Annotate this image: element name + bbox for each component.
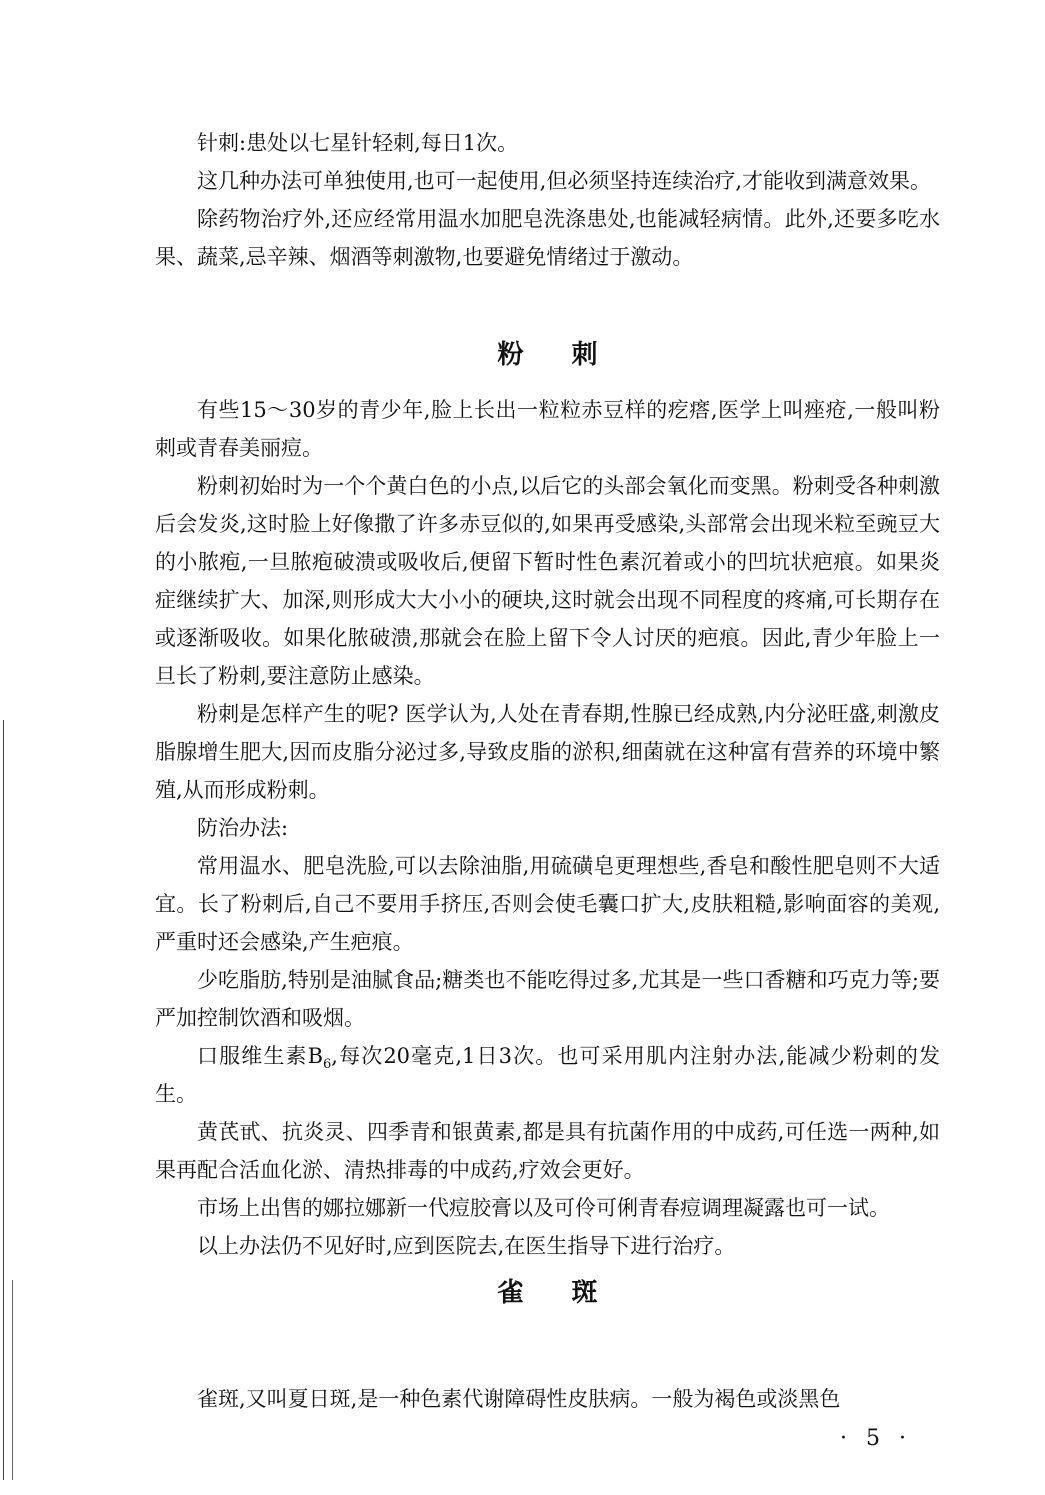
paragraph-methods-combined: 这几种办法可单独使用,也可一起使用,但必须坚持连续治疗,才能收到满意效果。	[197, 169, 932, 193]
paragraph-market-products: 市场上出售的娜拉娜新一代痘胶膏以及可伶可俐青春痘调理凝露也可一试。	[197, 1196, 890, 1220]
freckles-text-block	[155, 1380, 940, 1418]
acne-text-block	[155, 391, 940, 1265]
vitamin-text-start: 口服维生素B	[197, 1044, 324, 1068]
section-title-freckles: 雀斑	[497, 1278, 646, 1308]
paragraph-acne-intro: 有些15～30岁的青少年,脸上长出一粒粒赤豆样的疙瘩,医学上叫痤疮,一般叫粉刺或青春美丽痘。	[155, 398, 940, 460]
scan-edge-line-secondary	[12, 1280, 13, 1480]
paragraph-acupuncture: 针刺:患处以七星针轻刺,每日1次。	[197, 131, 519, 155]
paragraph-freckles-intro: 雀斑,又叫夏日斑,是一种色素代谢障碍性皮肤病。一般为褐色或淡黑色	[197, 1387, 841, 1411]
paragraph-prevention-heading: 防治办法:	[197, 816, 289, 840]
paragraph-acne-cause: 粉刺是怎样产生的呢? 医学认为,人处在青春期,性腺已经成熟,内分泌旺盛,刺激皮脂腺增生肥大,因而皮脂分泌过多,导致皮脂的淤积,细菌就在这种富有营养的环境中繁殖,从而形成粉刺。	[155, 702, 940, 802]
vitamin-subscript: 6	[323, 1057, 332, 1073]
paragraph-see-doctor: 以上办法仍不见好时,应到医院去,在医生指导下进行治疗。	[197, 1234, 736, 1258]
intro-text-block	[155, 124, 940, 276]
paragraph-acne-development: 粉刺初始时为一个个黄白色的小点,以后它的头部会氧化而变黑。粉刺受各种刺激后会发炎,这时脸上好像撒了许多赤豆似的,如果再受感染,头部常会出现米粒至豌豆大的小脓疱,一旦脓疱破溃或吸收后,便留下暂时性色素沉着或小的凹坑状疤痕。如果炎症继续扩大、加深,则形成大大小小的硬块,这时就会出现不同程度的疼痛,可长期存在或逐渐吸收。如果化脓破溃,那就会在脸上留下令人讨厌的疤痕。因此,青少年脸上一旦长了粉刺,要注意防止感染。	[155, 474, 940, 688]
vitamin-text-end: ,每次20毫克,1日3次。也可采用肌内注射办法,能减少粉刺的发生。	[155, 1044, 940, 1106]
page-number: · 5 ·	[840, 1426, 912, 1451]
paragraph-chinese-medicine: 黄芪甙、抗炎灵、四季青和银黄素,都是具有抗菌作用的中成药,可任选一两种,如果再配合活血化淤、清热排毒的中成药,疗效会更好。	[155, 1120, 940, 1182]
paragraph-vitamin	[155, 1037, 940, 1113]
scan-edge-line	[3, 720, 4, 1480]
section-title-acne: 粉刺	[497, 340, 646, 370]
paragraph-besides-medication: 除药物治疗外,还应经常用温水加肥皂洗涤患处,也能减轻病情。此外,还要多吃水果、蔬菜,忌辛辣、烟酒等刺激物,也要避免情绪过于激动。	[155, 207, 940, 269]
paragraph-washing: 常用温水、肥皂洗脸,可以去除油脂,用硫磺皂更理想些,香皂和酸性肥皂则不大适宜。长了粉刺后,自己不要用手挤压,否则会使毛囊口扩大,皮肤粗糙,影响面容的美观,严重时还会感染,产生疤痕。	[155, 854, 940, 954]
paragraph-diet: 少吃脂肪,特别是油腻食品;糖类也不能吃得过多,尤其是一些口香糖和巧克力等;要严加控制饮酒和吸烟。	[155, 968, 940, 1030]
